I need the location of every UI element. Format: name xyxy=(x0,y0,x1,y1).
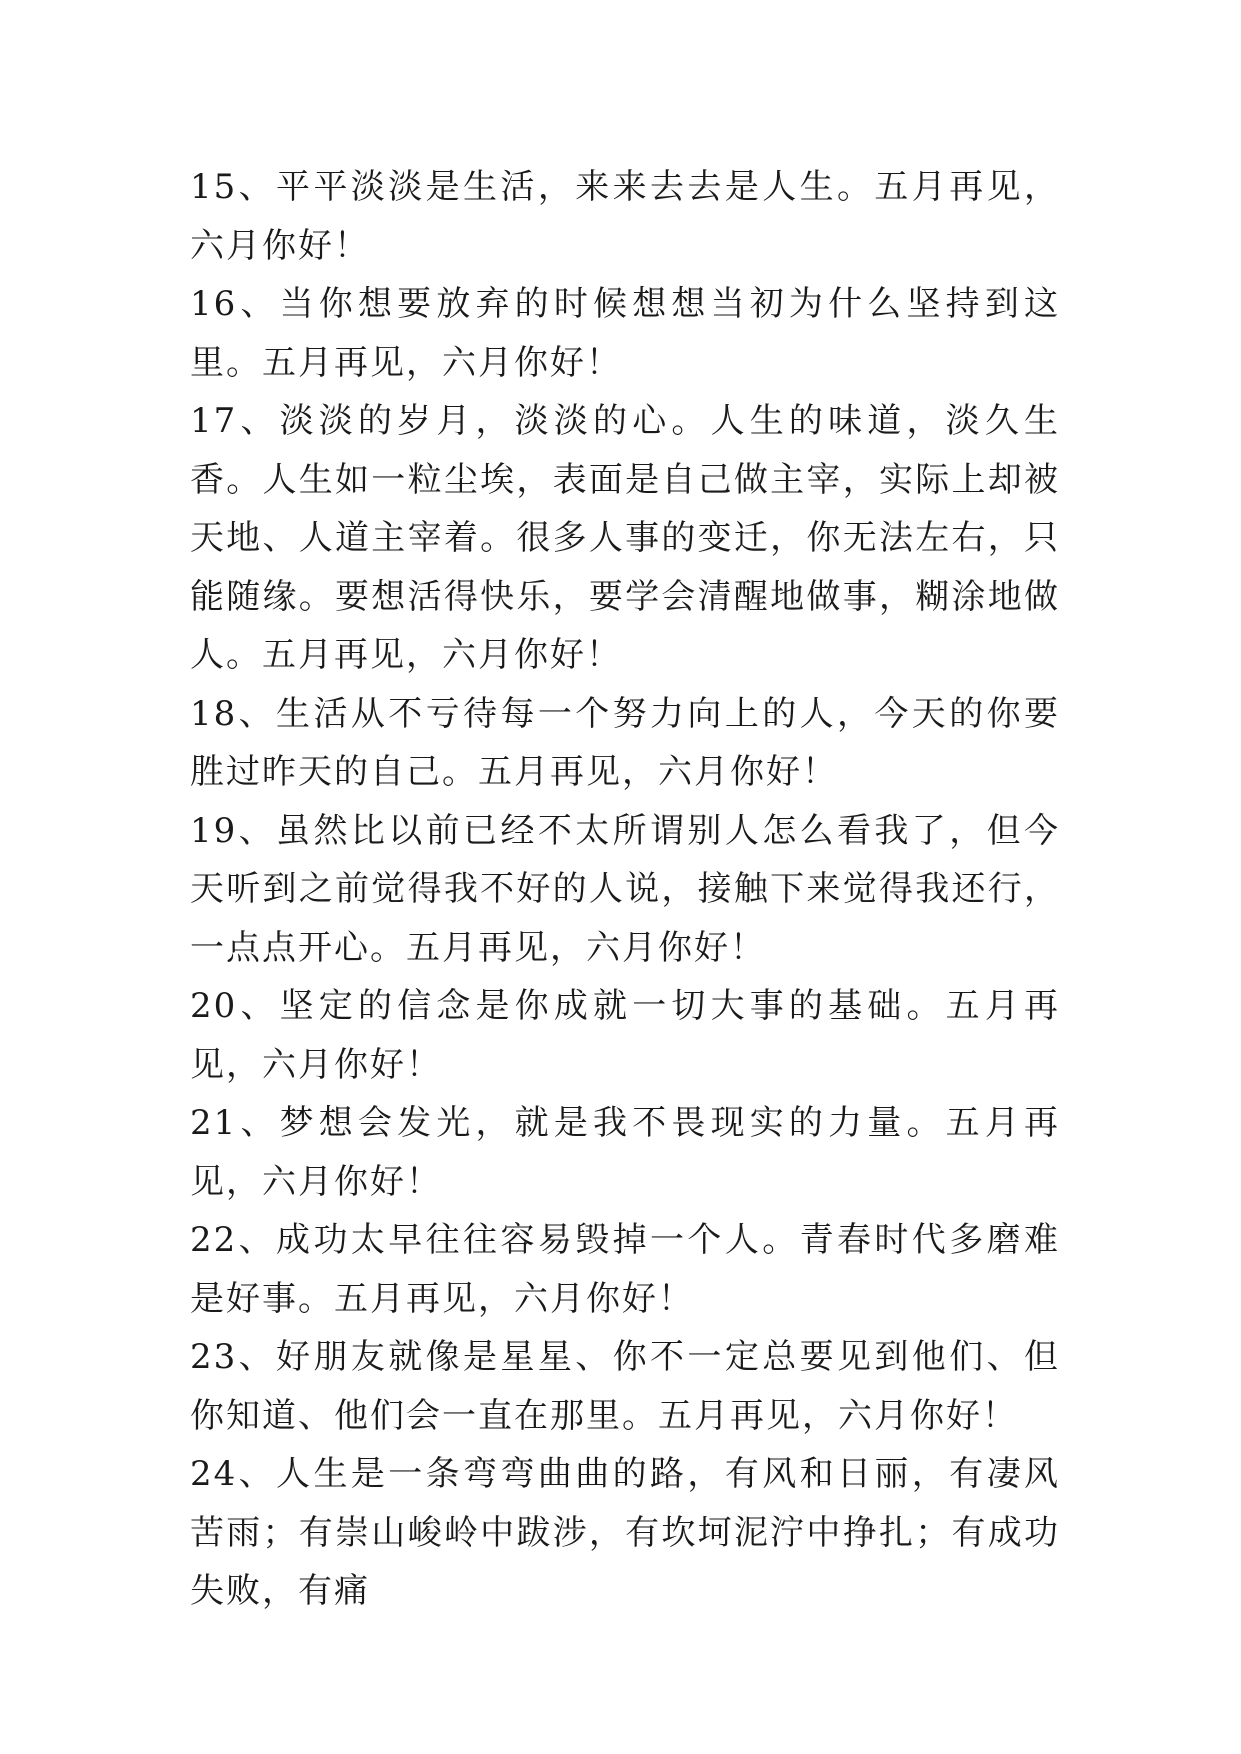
paragraph-23: 23、好朋友就像是星星、你不一定总要见到他们、但你知道、他们会一直在那里。五月再见，六月你好！ xyxy=(190,1337,1060,1436)
paragraph-20: 20、坚定的信念是你成就一切大事的基础。五月再见，六月你好！ xyxy=(190,986,1060,1085)
paragraph-24: 24、人生是一条弯弯曲曲的路，有风和日丽，有凄风苦雨；有崇山峻岭中跋涉，有坎坷泥泞中挣扎；有成功失败，有痛 xyxy=(190,1454,1060,1611)
paragraph-15: 15、平平淡淡是生活，来来去去是人生。五月再见，六月你好！ xyxy=(190,167,1060,266)
paragraph-17: 17、淡淡的岁月，淡淡的心。人生的味道，淡久生香。人生如一粒尘埃，表面是自己做主宰，实际上却被天地、人道主宰着。很多人事的变迁，你无法左右，只能随缘。要想活得快乐，要学会清醒地做事，糊涂地做人。五月再见，六月你好！ xyxy=(190,401,1060,675)
paragraph-22: 22、成功太早往往容易毁掉一个人。青春时代多磨难是好事。五月再见，六月你好！ xyxy=(190,1220,1060,1319)
paragraph-21: 21、梦想会发光，就是我不畏现实的力量。五月再见，六月你好！ xyxy=(190,1103,1060,1202)
document-body xyxy=(190,158,1060,1621)
paragraph-19: 19、虽然比以前已经不太所谓别人怎么看我了，但今天听到之前觉得我不好的人说，接触下来觉得我还行，一点点开心。五月再见，六月你好！ xyxy=(190,810,1060,968)
paragraph-16: 16、当你想要放弃的时候想想当初为什么坚持到这里。五月再见，六月你好！ xyxy=(190,284,1060,383)
paragraph-18: 18、生活从不亏待每一个努力向上的人，今天的你要胜过昨天的自己。五月再见，六月你好！ xyxy=(190,693,1060,792)
